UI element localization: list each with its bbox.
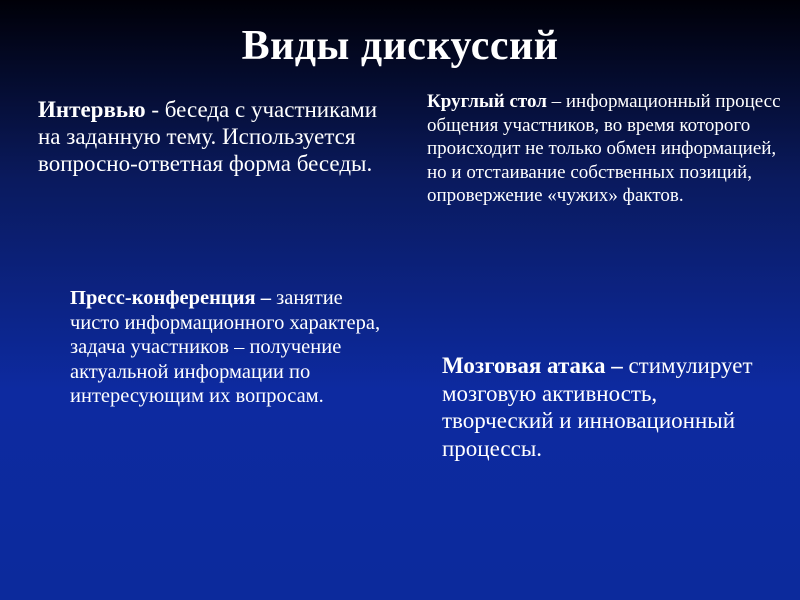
block-press-conference xyxy=(70,286,390,409)
block-round-table xyxy=(427,90,787,208)
term-interview: Интервью xyxy=(38,97,146,122)
definition-brainstorm: стимулирует мозговую активность, творческий и инновационный процессы. xyxy=(442,353,753,461)
block-brainstorm xyxy=(442,352,772,462)
term-brainstorm: Мозговая атака – xyxy=(442,353,623,378)
definition-press-conference: занятие чисто информационного характера, задача участников – получение актуальной информации по интересующим их вопросам. xyxy=(70,287,381,408)
term-press-conference: Пресс-конференция – xyxy=(70,287,272,309)
slide-title: Виды дискуссий xyxy=(241,23,559,69)
definition-interview: - беседа с участниками на заданную тему. Используется вопросно-ответная форма беседы. xyxy=(38,97,378,177)
term-round-table: Круглый стол xyxy=(427,91,547,112)
definition-round-table: – информационный процесс общения участников, во время которого происходит не только обмен информацией, но и отстаивание собственных позиций, опровержение «чужих» фактов. xyxy=(427,91,781,207)
block-interview xyxy=(38,96,388,177)
